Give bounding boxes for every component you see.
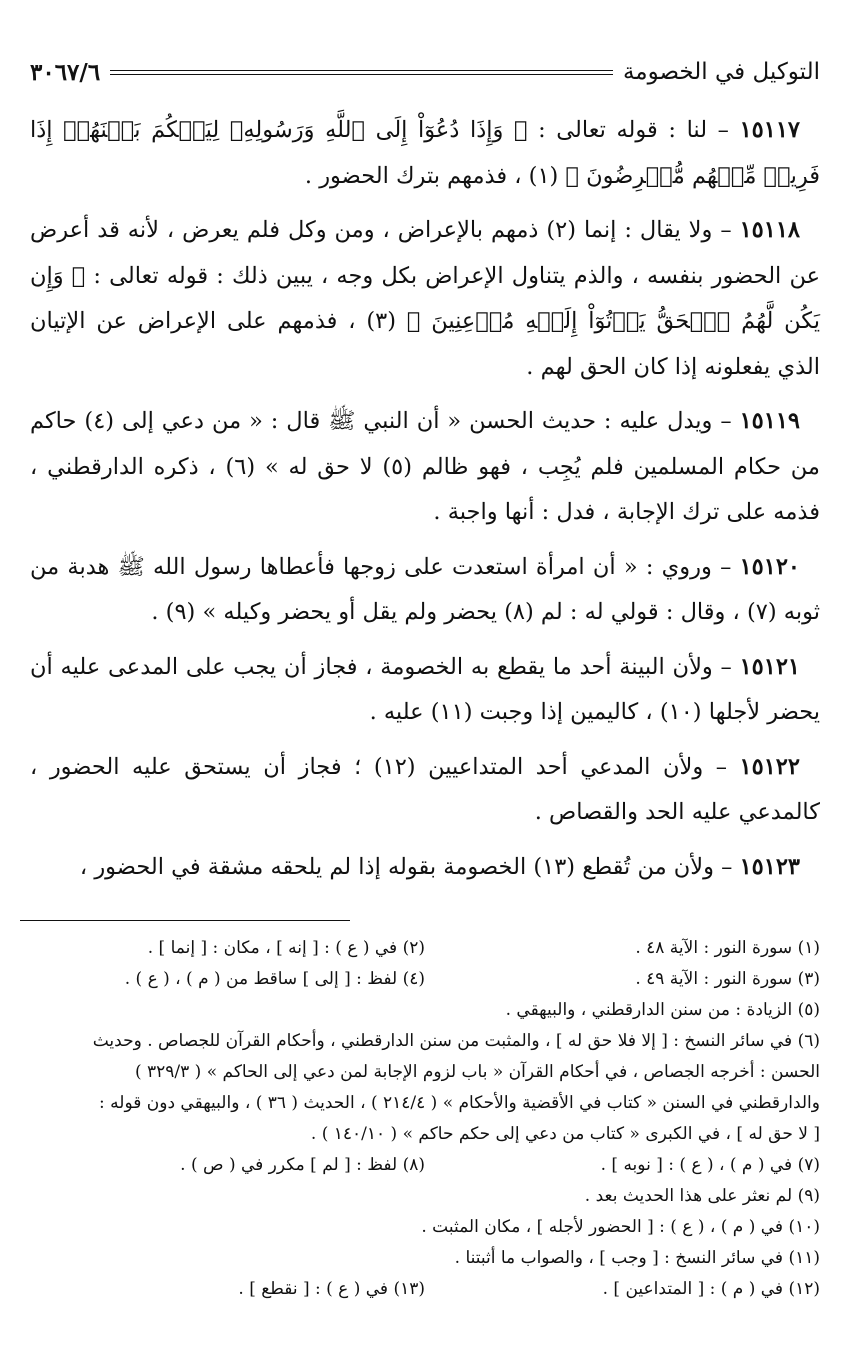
- footnote-4: (٤) لفظ : [ إلى ] ساقط من ( م ) ، ( ع ) .: [124, 969, 425, 989]
- footnote-row: [30, 964, 820, 995]
- paragraph-text: – ولأن البينة أحد ما يقطع به الخصومة ، فجاز أن يجب على المدعى عليه أن يحضر لأجلها (١٠) ، كاليمين إذا وجبت (١١) عليه .: [30, 653, 820, 725]
- paragraph-number: ١٥١١٨: [739, 217, 800, 243]
- paragraph-number: ١٥١١٩: [739, 408, 800, 434]
- paragraph-number: ١٥١٢٠: [739, 553, 800, 580]
- footnote-11: (١١) في سائر النسخ : [ وجب ] ، والصواب ما أثبتنا .: [454, 1248, 820, 1268]
- footnote-row: [30, 1274, 820, 1305]
- footnote-6-line-2: الحسن : أخرجه الجصاص ، في أحكام القرآن « باب لزوم الإجابة لمن دعي إلى الحاكم » ( ٣٢٩/٣ ): [134, 1062, 820, 1082]
- paragraph-15117: [30, 108, 820, 199]
- paragraph-text: – ولأن المدعي أحد المتداعيين (١٢) ؛ فجاز أن يستحق عليه الحضور ، كالمدعي عليه الحد والقصاص .: [30, 753, 820, 825]
- footnotes: [30, 933, 820, 1305]
- paragraph-15121: [30, 645, 820, 736]
- footnote-row: [30, 933, 820, 964]
- paragraph-15120: [30, 545, 820, 636]
- page-number: ٣٠٦٧/٦: [30, 58, 101, 86]
- footnote-5: (٥) الزيادة : من سنن الدارقطني ، والبيهقي .: [505, 1000, 820, 1020]
- running-title: التوكيل في الخصومة: [622, 59, 820, 85]
- paragraph-15119: [30, 399, 820, 536]
- footnote-2: (٢) في ( ع ) : [ إنه ] ، مكان : [ إنما ] .: [147, 938, 425, 958]
- footnote-9: (٩) لم نعثر على هذا الحديث بعد .: [584, 1186, 820, 1206]
- footnote-6-line-4: [ لا حق له ] ، في الكبرى « كتاب من دعي إلى حكم حاكم » ( ١٤٠/١٠ ) .: [310, 1124, 820, 1144]
- paragraph-number: ١٥١٢٣: [739, 853, 800, 880]
- paragraph-text: – وروي : « أن امرأة استعدت على زوجها فأعطاها رسول الله ﷺ هدبة من ثوبه (٧) ، وقال : قولي له : لم (٨) يحضر ولم يقل أو يحضر وكيله » (٩) .: [30, 553, 820, 625]
- paragraph-15118: [30, 208, 820, 390]
- paragraph-text: – ولا يقال : إنما (٢) ذمهم بالإعراض ، ومن وكل فلم يعرض ، لأنه قد أعرض عن الحضور بنفسه ، والذم يتناول الإعراض بكل وجه ، يبين ذلك : قوله تعالى : ﴿ وَإِن يَكُن لَّهُمُ ٱلۡحَقُّ يَأۡتُوٓاْ إِلَيۡهِ مُذۡعِنِينَ ﴾ (٣) ، فذمهم على الإعراض عن الإتيان الذي يفعلونه إذا كان الحق لهم .: [30, 217, 820, 380]
- paragraph-number: ١٥١٢١: [739, 653, 800, 680]
- main-text: [30, 108, 820, 890]
- header-rule: [110, 70, 613, 75]
- footnote-6-line-1: (٦) في سائر النسخ : [ إلا فلا حق له ] ، والمثبت من سنن الدارقطني ، وأحكام القرآن للجصاص . وحديث: [92, 1031, 820, 1051]
- footnote-6-line-3: والدارقطني في السنن « كتاب في الأقضية والأحكام » ( ٢١٤/٤ ) ، الحديث ( ٣٦ ) ، والبيهقي دون قوله :: [99, 1093, 820, 1113]
- footnote-10: (١٠) في ( م ) ، ( ع ) : [ الحضور لأجله ] ، مكان المثبت .: [421, 1217, 820, 1237]
- footnote-1: (١) سورة النور : الآية ٤٨ .: [635, 938, 820, 958]
- page-header: [30, 52, 820, 92]
- paragraph-number: ١٥١١٧: [739, 117, 800, 143]
- paragraph-text: – لنا : قوله تعالى : ﴿ وَإِذَا دُعُوٓاْ إِلَى ٱللَّهِ وَرَسُولِهِۦ لِيَحۡكُمَ بَيۡنَهُمۡ إِذَا فَرِيقٞ مِّنۡهُم مُّعۡرِضُونَ ﴾ (١) ، فذمهم بترك الحضور .: [30, 117, 820, 189]
- paragraph-text: – ولأن من تُقطع (١٣) الخصومة بقوله إذا لم يلحقه مشقة في الحضور ،: [79, 853, 740, 880]
- paragraph-15122: [30, 745, 820, 836]
- footnote-13: (١٣) في ( ع ) : [ نقطع ] .: [238, 1279, 425, 1299]
- footnote-7: (٧) في ( م ) ، ( ع ) : [ نوبه ] .: [600, 1155, 820, 1175]
- paragraph-15123: [30, 845, 820, 891]
- paragraph-number: ١٥١٢٢: [739, 753, 800, 780]
- footnote-12: (١٢) في ( م ) : [ المتداعين ] .: [602, 1279, 820, 1299]
- footnote-3: (٣) سورة النور : الآية ٤٩ .: [635, 969, 820, 989]
- book-page: [30, 52, 820, 1305]
- footnote-8: (٨) لفظ : [ لم ] مكرر في ( ص ) .: [180, 1155, 425, 1175]
- paragraph-text: – ويدل عليه : حديث الحسن « أن النبي ﷺ قال : « من دعي إلى (٤) حاكم من حكام المسلمين فلم يُجِب ، فهو ظالم (٥) لا حق له » (٦) ، ذكره الدارقطني ، فذمه على ترك الإجابة ، فدل : أنها واجبة .: [30, 408, 820, 525]
- footnote-row: [30, 1150, 820, 1181]
- footnote-separator: [20, 920, 350, 921]
